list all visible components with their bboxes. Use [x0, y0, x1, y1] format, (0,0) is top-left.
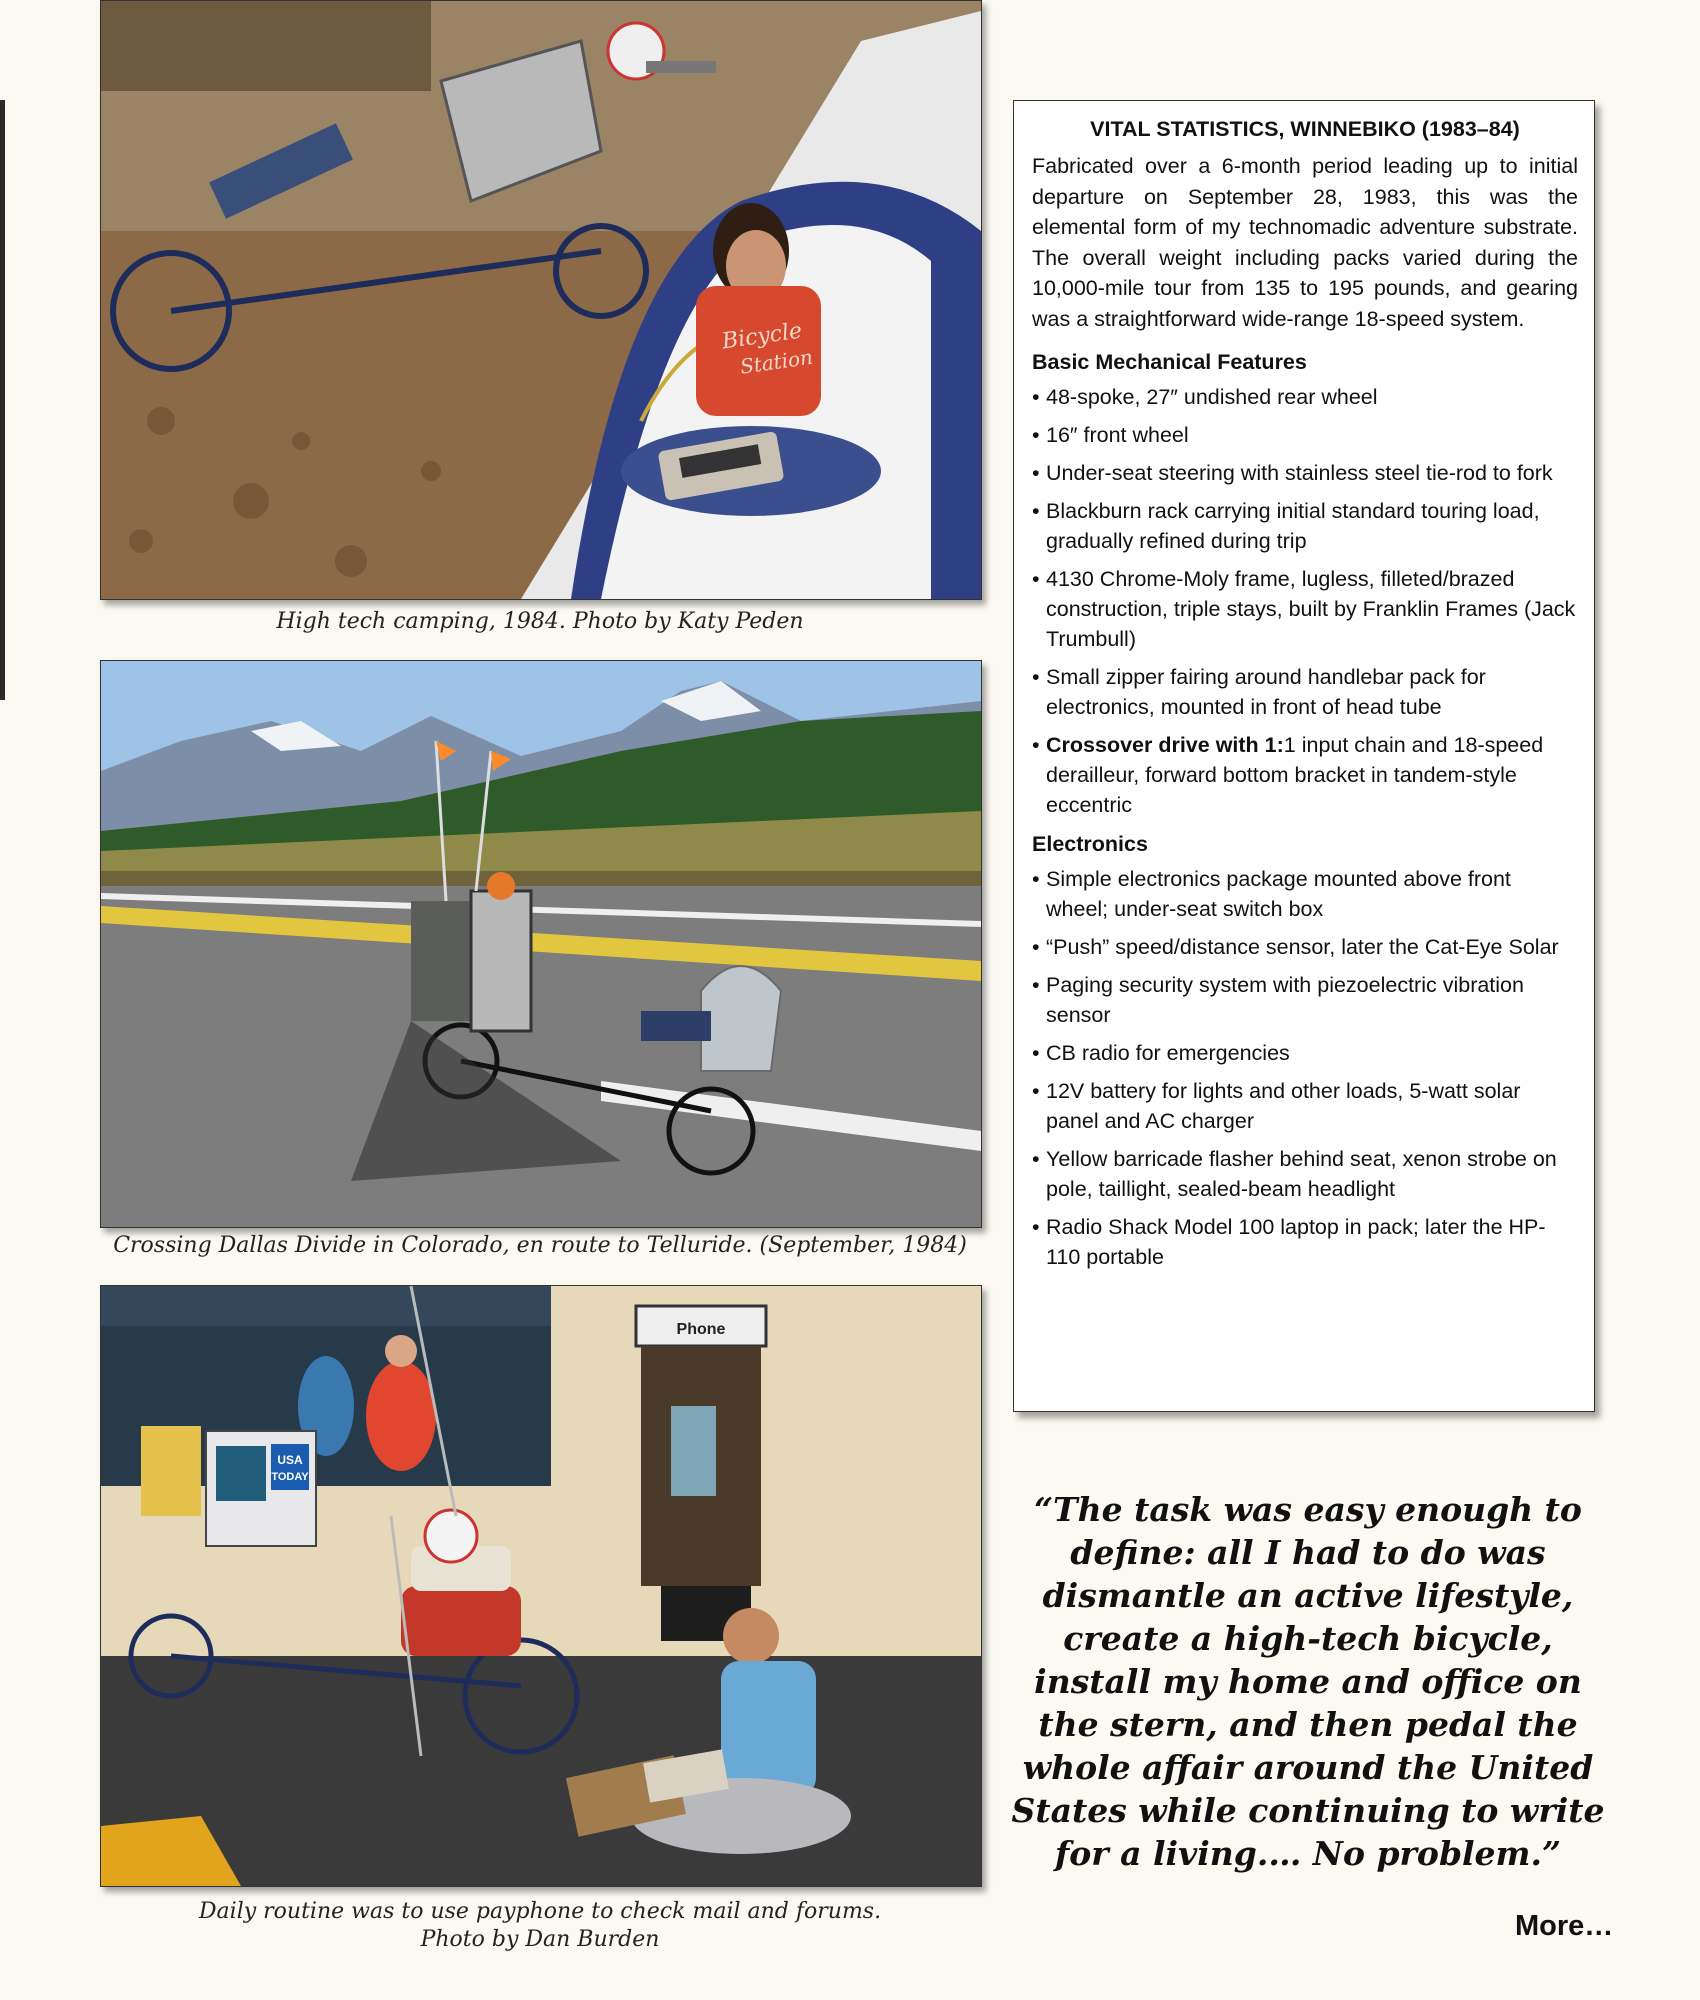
- dallas-divide-image: [101, 661, 981, 1227]
- tent-label-graphic: [646, 61, 716, 73]
- usa-today-sign-2: TODAY: [271, 1471, 309, 1483]
- photo-high-tech-camping: [100, 0, 982, 600]
- list-item: • 4130 Chrome-Moly frame, lugless, filleted/brazed construction, triple stays, built by Franklin Frames (Jack Trumbull): [1032, 567, 1576, 651]
- mechanical-features-list: [1032, 382, 1578, 820]
- list-item: • 16″ front wheel: [1032, 423, 1189, 447]
- list-item: • CB radio for emergencies: [1032, 1041, 1290, 1065]
- photo-payphone: [100, 1285, 982, 1887]
- payphone-image: [101, 1286, 981, 1886]
- list-item: • Yellow barricade flasher behind seat, xenon strobe on pole, taillight, sealed-beam headlight: [1032, 1147, 1557, 1201]
- vital-statistics-box: [1013, 100, 1595, 1412]
- list-item-crossover-drive: • Crossover drive with 1:1 input chain and 18-speed derailleur, forward bottom bracket in tandem-style eccentric: [1032, 733, 1544, 817]
- caption-high-tech-camping: High tech camping, 1984. Photo by Katy Peden: [276, 609, 804, 634]
- usa-today-sign-1: USA: [277, 1453, 303, 1467]
- caption-dallas-divide: Crossing Dallas Divide in Colorado, en route to Telluride. (September, 1984): [113, 1233, 967, 1258]
- svg-text:Bicycle: Bicycle: [720, 318, 804, 355]
- caption-payphone-line-1: Daily routine was to use payphone to check mail and forums.: [198, 1899, 882, 1924]
- list-item: • Paging security system with piezoelectric vibration sensor: [1032, 973, 1524, 1027]
- list-item: • Blackburn rack carrying initial standard touring load, gradually refined during trip: [1032, 499, 1540, 553]
- caption-payphone-line-2: Photo by Dan Burden: [420, 1927, 660, 1952]
- list-item: • 12V battery for lights and other loads, 5-watt solar panel and AC charger: [1032, 1079, 1521, 1133]
- vital-statistics-title: VITAL STATISTICS, WINNEBIKO (1983–84): [1090, 117, 1520, 141]
- more-link[interactable]: More…: [1515, 1910, 1614, 1942]
- list-item: • “Push” speed/distance sensor, later the Cat-Eye Solar: [1032, 935, 1559, 959]
- list-item: • 48-spoke, 27″ undished rear wheel: [1032, 385, 1378, 409]
- list-item: • Small zipper fairing around handlebar pack for electronics, mounted in front of head tube: [1032, 665, 1486, 719]
- caption-payphone: [100, 1898, 980, 1954]
- mechanical-features-heading: Basic Mechanical Features: [1032, 350, 1307, 374]
- svg-text:Station: Station: [738, 344, 815, 379]
- vital-statistics-intro: Fabricated over a 6-month period leading up to initial departure on September 28, 1983, this was the elemental form of my technomadic adventure substrate. The overall weight including packs varied during the 10,000-mile tour from 135 to 195 pounds, and gearing was a straightforward wide-range 18-speed system.: [1032, 154, 1578, 331]
- camping-image: [101, 1, 981, 599]
- electronics-list: [1032, 864, 1578, 1272]
- phone-sign-text: Phone: [676, 1321, 726, 1338]
- photo-dallas-divide: [100, 660, 982, 1228]
- list-item: • Simple electronics package mounted above front wheel; under-seat switch box: [1032, 867, 1511, 921]
- list-item: • Under-seat steering with stainless steel tie-rod to fork: [1032, 461, 1553, 485]
- list-item: • Radio Shack Model 100 laptop in pack; later the HP-110 portable: [1032, 1215, 1546, 1269]
- pull-quote: “The task was easy enough to define: all I had to do was dismantle an active lifestyle, create a high-tech bicycle, install my home and office on the stern, and then pedal the whole affair around the United States while continuing to write for a living.… No problem.”: [1011, 1490, 1605, 1873]
- page-edge-bar: [0, 100, 5, 700]
- electronics-heading: Electronics: [1032, 832, 1148, 856]
